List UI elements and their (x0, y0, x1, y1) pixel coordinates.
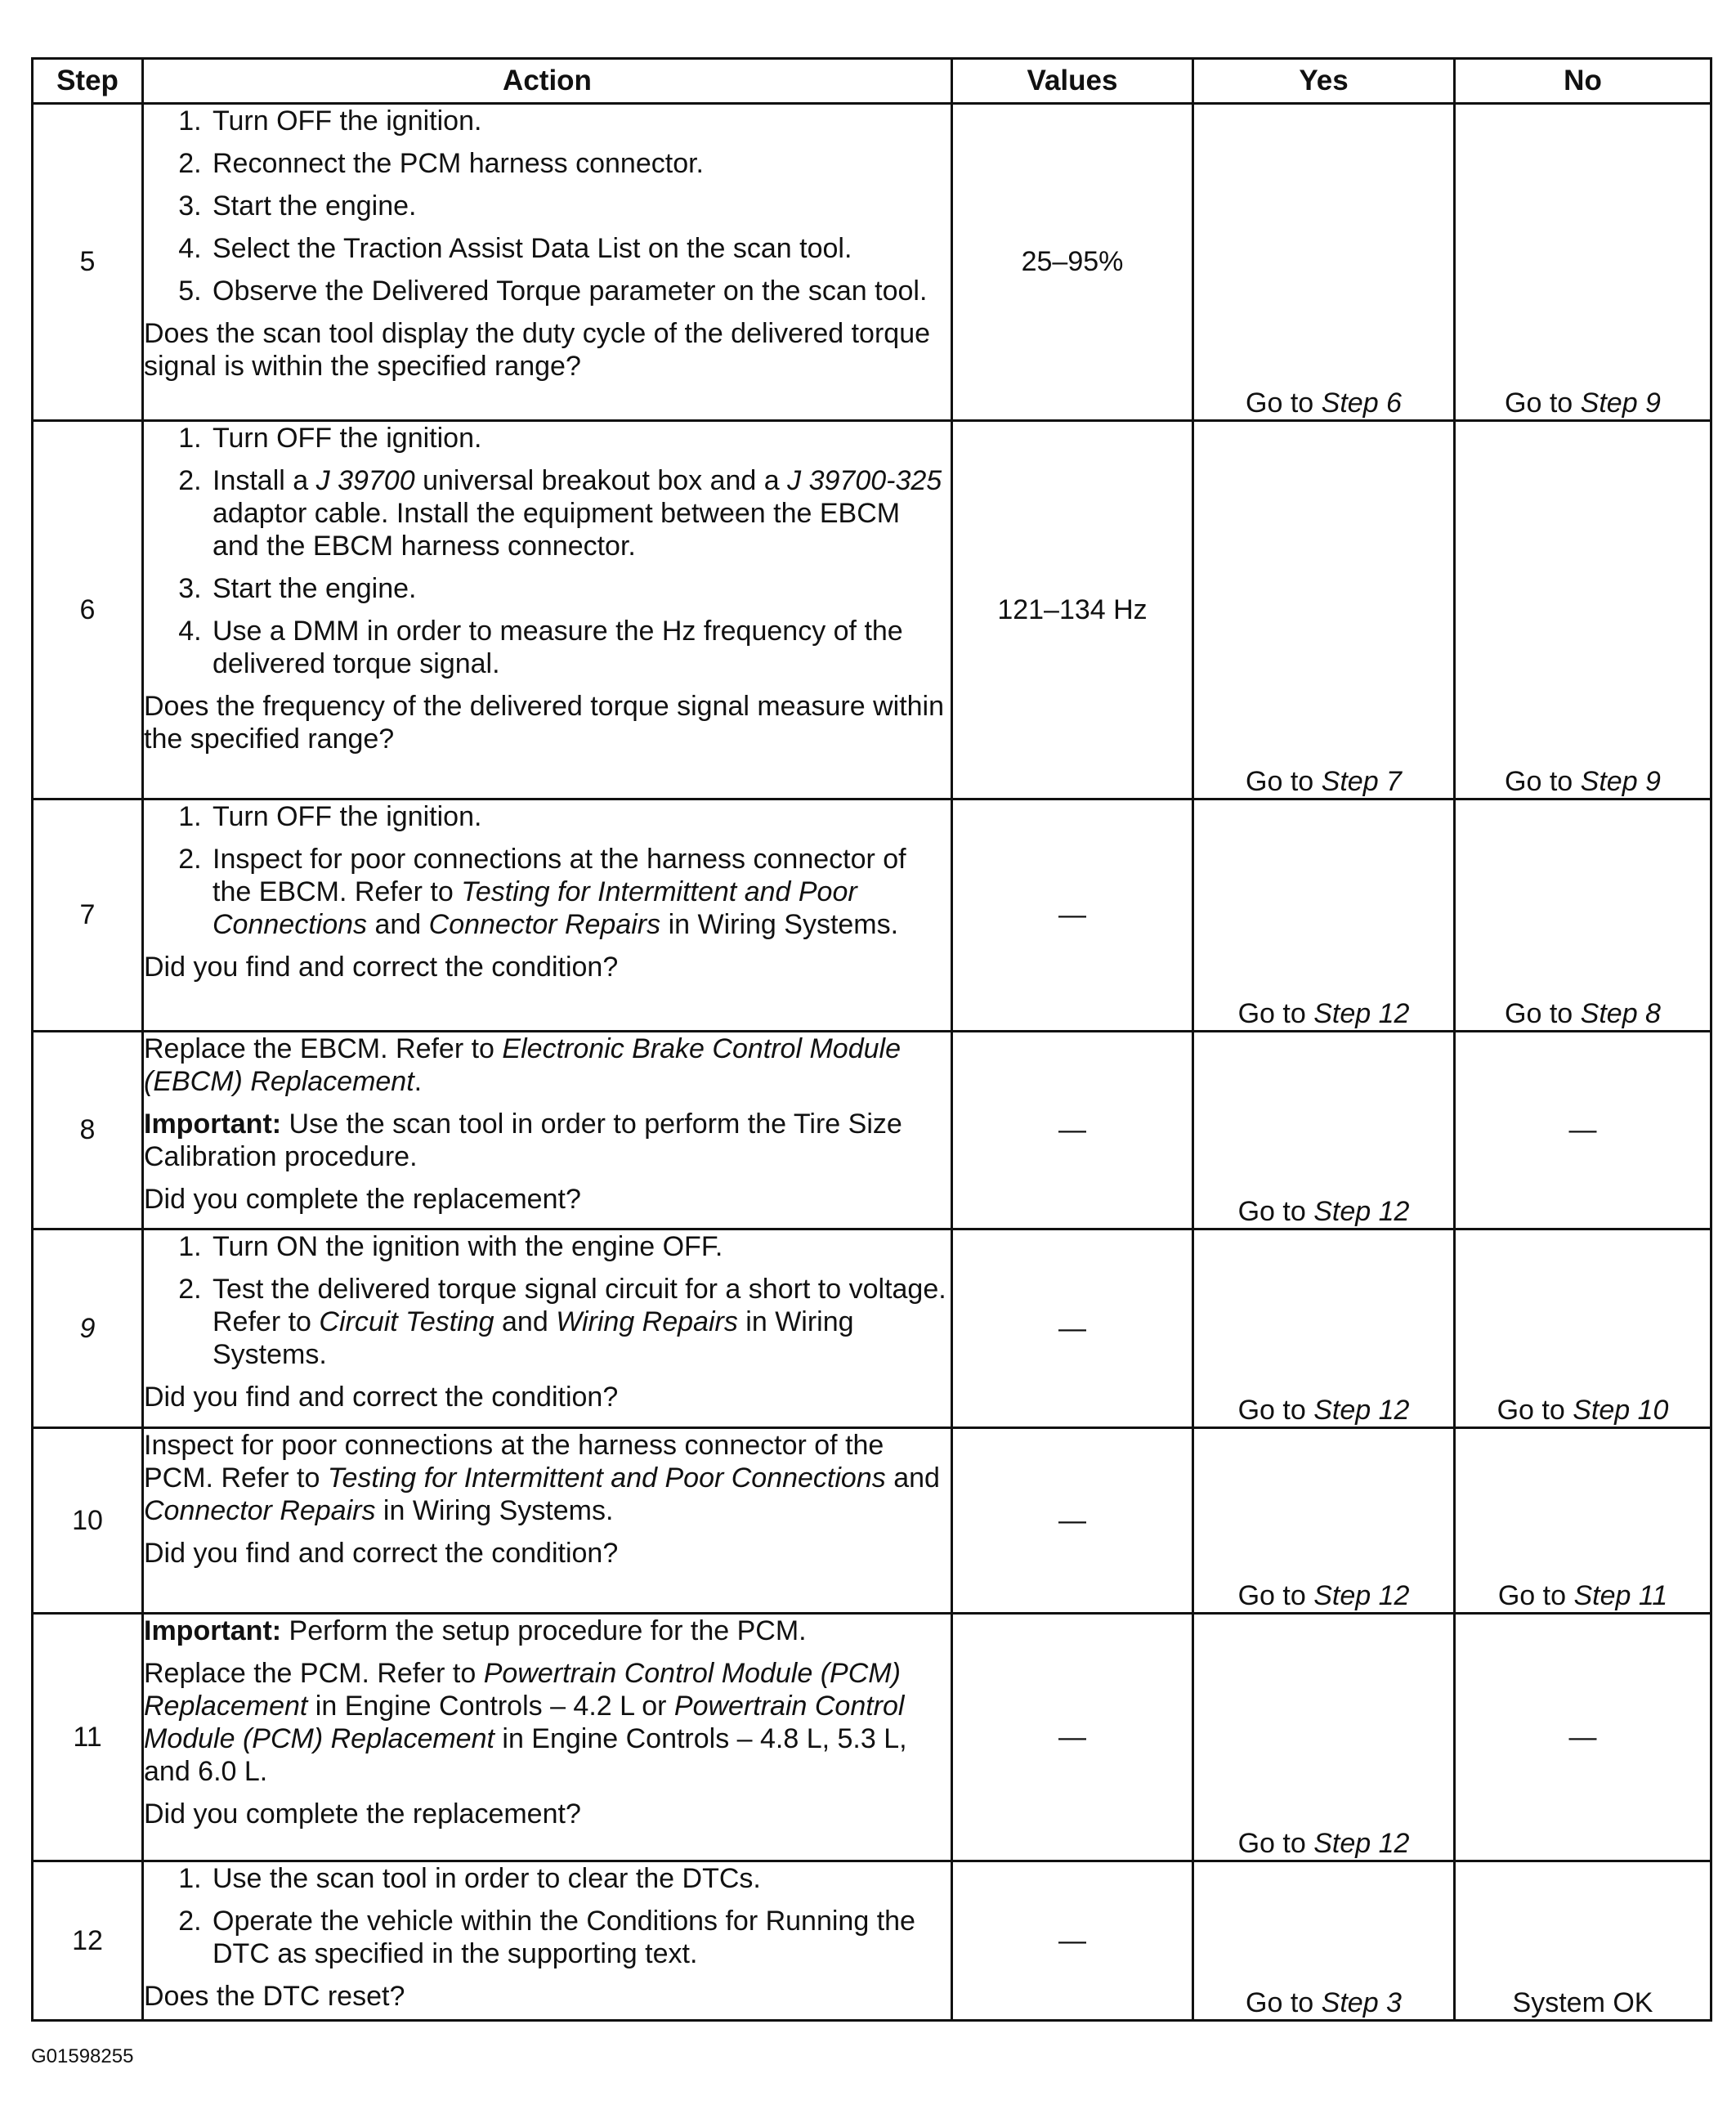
go-to-text: Go to (1505, 766, 1573, 797)
tool-ref: J 39700-325 (787, 465, 942, 496)
doc-ref: Connector Repairs (428, 909, 661, 940)
important-note (144, 1108, 951, 1173)
text-run: Inspect for poor connections at the harness connector of the PCM. Refer to (144, 1430, 884, 1494)
action-paragraph (144, 1032, 951, 1098)
go-to-text: Go to (1505, 387, 1573, 419)
values-cell: 121–134 Hz (952, 421, 1193, 799)
text-run: universal breakout box and a (414, 465, 788, 496)
text-run: and (367, 909, 429, 940)
action-cell (143, 799, 952, 1032)
go-to-text: Go to (1237, 1828, 1306, 1859)
action-cell (143, 1614, 952, 1861)
header-no: No (1455, 59, 1711, 104)
table-row (33, 799, 1711, 1032)
values-cell: 25–95% (952, 104, 1193, 421)
action-steps (144, 1862, 951, 1970)
action-question: Did you find and correct the condition? (144, 1382, 619, 1413)
go-to-text: Go to (1237, 1196, 1306, 1227)
action-step: 1. Turn OFF the ignition. (209, 105, 951, 137)
values-cell: — (952, 1229, 1193, 1428)
table-row (33, 1428, 1711, 1614)
header-values: Values (952, 59, 1193, 104)
text-run: Replace the PCM. Refer to (144, 1658, 484, 1689)
action-step: 4. Select the Traction Assist Data List on the scan tool. (209, 232, 951, 265)
action-step (209, 1273, 951, 1371)
step-number: 6 (33, 421, 143, 799)
table-row (33, 1229, 1711, 1428)
go-to-text: Go to (1237, 1580, 1306, 1611)
table-row (33, 421, 1711, 799)
go-to-text: Go to (1505, 998, 1573, 1029)
action-cell (143, 104, 952, 421)
text-run: Perform the setup procedure for the PCM. (281, 1615, 807, 1646)
text-run: adaptor cable. Install the equipment between the EBCM and the EBCM harness connector. (213, 498, 901, 562)
action-cell (143, 1428, 952, 1614)
action-question: Does the frequency of the delivered torque signal measure within the specified range? (144, 691, 945, 755)
go-to-text: Go to (1246, 387, 1314, 419)
table-row (33, 1032, 1711, 1229)
text-run: and (885, 1462, 940, 1494)
important-label: Important: (144, 1615, 282, 1646)
figure-id: G01598255 (31, 2045, 134, 2067)
important-label: Important: (144, 1109, 282, 1140)
yes-step-ref: Step 12 (1313, 998, 1410, 1029)
no-step-ref: Step 11 (1573, 1580, 1668, 1611)
yes-cell (1193, 1032, 1455, 1229)
yes-cell (1193, 1229, 1455, 1428)
header-yes: Yes (1193, 59, 1455, 104)
text-run: Inspect for poor connections at the harness connector of the EBCM. Refer to (213, 844, 906, 907)
action-step: 3. Start the engine. (209, 190, 951, 222)
action-step: 4. Use a DMM in order to measure the Hz frequency of the delivered torque signal. (209, 615, 951, 680)
yes-step-ref: Step 12 (1313, 1580, 1410, 1611)
step-number: 11 (33, 1614, 143, 1861)
values-cell: — (952, 1614, 1193, 1861)
text-run: in Engine Controls – 4.8 L, 5.3 L, and 6.0 L. (144, 1723, 907, 1787)
doc-ref: Powertrain Control Module (PCM) Replacement (144, 1658, 901, 1722)
text-run: in Engine Controls – 4.2 L or (307, 1691, 674, 1722)
action-question: Did you complete the replacement? (144, 1184, 581, 1215)
yes-step-ref: Step 7 (1321, 766, 1402, 797)
text-run: in Wiring Systems. (375, 1495, 614, 1526)
step-number: 9 (33, 1229, 143, 1428)
no-cell (1455, 421, 1711, 799)
text-run: . (414, 1066, 423, 1097)
go-to-text: Go to (1497, 1580, 1567, 1611)
no-cell: — (1455, 1614, 1711, 1861)
action-steps (144, 422, 951, 680)
action-step (209, 464, 951, 562)
step-number: 5 (33, 104, 143, 421)
tool-ref: J 39700 (315, 465, 415, 496)
doc-ref: Electronic Brake Control Module (EBCM) Replacement (144, 1033, 901, 1097)
doc-ref: Wiring Repairs (556, 1306, 738, 1337)
step-number: 7 (33, 799, 143, 1032)
yes-step-ref: Step 6 (1321, 387, 1402, 419)
action-cell (143, 1861, 952, 2021)
text-run: Test the delivered torque signal circuit for a short to voltage. Refer to (213, 1274, 946, 1337)
no-cell (1455, 1229, 1711, 1428)
yes-step-ref: Step 3 (1321, 1987, 1402, 2018)
no-step-ref: Step 10 (1573, 1395, 1669, 1426)
action-question: Did you find and correct the condition? (144, 952, 619, 983)
text-run: and (494, 1306, 557, 1337)
values-cell: — (952, 1032, 1193, 1229)
action-paragraph (144, 1429, 951, 1527)
text-run: Install a (213, 465, 316, 496)
header-row (33, 59, 1711, 104)
go-to-text: Go to (1246, 766, 1314, 797)
action-step: 2. Reconnect the PCM harness connector. (209, 147, 951, 180)
doc-ref: Testing for Intermittent and Poor Connections (213, 876, 857, 940)
doc-ref: Powertrain Control Module (PCM) Replacement (144, 1691, 905, 1754)
no-cell: — (1455, 1032, 1711, 1229)
yes-step-ref: Step 12 (1313, 1828, 1410, 1859)
no-cell: System OK (1455, 1861, 1711, 2021)
table-row (33, 104, 1711, 421)
yes-step-ref: Step 12 (1313, 1196, 1410, 1227)
text-run: in Wiring Systems. (213, 1306, 854, 1370)
yes-cell (1193, 1614, 1455, 1861)
yes-cell (1193, 1861, 1455, 2021)
text-run: Use the scan tool in order to perform the Tire Size Calibration procedure. (144, 1109, 902, 1172)
action-cell (143, 421, 952, 799)
action-step: 2. Operate the vehicle within the Conditions for Running the DTC as specified in the supporting text. (209, 1905, 951, 1970)
action-step: 5. Observe the Delivered Torque parameter on the scan tool. (209, 275, 951, 307)
values-cell: — (952, 1428, 1193, 1614)
action-step: 3. Start the engine. (209, 572, 951, 605)
text-run: Replace the EBCM. Refer to (144, 1033, 503, 1064)
no-cell (1455, 1428, 1711, 1614)
important-note (144, 1615, 951, 1647)
action-step: 1. Turn OFF the ignition. (209, 422, 951, 455)
action-steps (144, 800, 951, 941)
action-cell (143, 1032, 952, 1229)
go-to-text: Go to (1246, 1987, 1314, 2018)
action-steps (144, 1230, 951, 1371)
action-step (209, 843, 951, 941)
no-step-ref: Step 8 (1580, 998, 1661, 1029)
table-row (33, 1861, 1711, 2021)
no-cell (1455, 799, 1711, 1032)
yes-cell (1193, 104, 1455, 421)
step-number: 8 (33, 1032, 143, 1229)
no-step-ref: Step 9 (1580, 387, 1661, 419)
yes-cell (1193, 421, 1455, 799)
go-to-text: Go to (1497, 1395, 1565, 1426)
action-paragraph (144, 1657, 951, 1788)
header-action: Action (143, 59, 952, 104)
text-run: in Wiring Systems. (660, 909, 899, 940)
action-question: Does the scan tool display the duty cycle of the delivered torque signal is within the specified range? (144, 318, 931, 382)
action-step: 1. Turn ON the ignition with the engine OFF. (209, 1230, 951, 1263)
table-row (33, 1614, 1711, 1861)
action-step: 1. Turn OFF the ignition. (209, 800, 951, 833)
action-steps (144, 105, 951, 307)
diagnostic-table (31, 57, 1712, 2022)
values-cell: — (952, 1861, 1193, 2021)
step-number: 12 (33, 1861, 143, 2021)
values-cell: — (952, 799, 1193, 1032)
action-question: Did you find and correct the condition? (144, 1538, 619, 1569)
go-to-text: Go to (1237, 1395, 1306, 1426)
doc-ref: Testing for Intermittent and Poor Connections (327, 1462, 886, 1494)
step-number: 10 (33, 1428, 143, 1614)
action-cell (143, 1229, 952, 1428)
go-to-text: Go to (1237, 998, 1306, 1029)
no-cell (1455, 104, 1711, 421)
action-question: Did you complete the replacement? (144, 1798, 581, 1830)
no-step-ref: Step 9 (1580, 766, 1661, 797)
action-step: 1. Use the scan tool in order to clear the DTCs. (209, 1862, 951, 1895)
yes-step-ref: Step 12 (1313, 1395, 1410, 1426)
yes-cell (1193, 1428, 1455, 1614)
action-question: Does the DTC reset? (144, 1981, 405, 2012)
doc-ref: Connector Repairs (144, 1495, 376, 1526)
header-step: Step (33, 59, 143, 104)
yes-cell (1193, 799, 1455, 1032)
doc-ref: Circuit Testing (319, 1306, 494, 1337)
